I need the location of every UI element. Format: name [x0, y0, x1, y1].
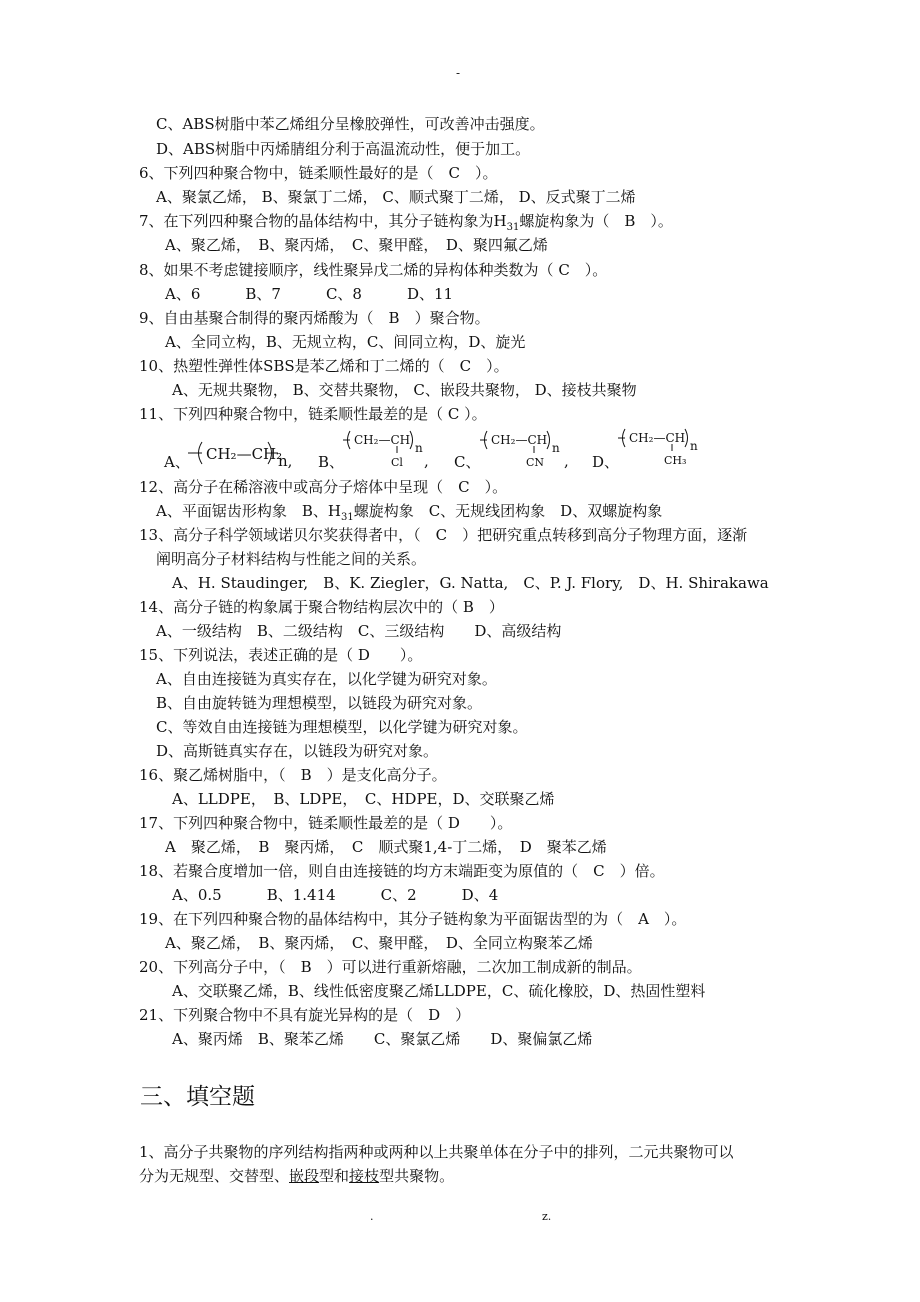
options-19: A、聚乙烯， B、聚丙烯， C、聚甲醛， D、全同立构聚苯乙烯 — [165, 934, 593, 952]
question-11: 11、下列四种聚合物中，链柔顺性最差的是（ C ）。 — [139, 405, 487, 423]
options-21: A、聚丙烯 B、聚苯乙烯 C、聚氯乙烯 D、聚偏氯乙烯 — [172, 1030, 593, 1048]
formula-d-n: n — [690, 439, 698, 453]
question-21: 21、下列聚合物中不具有旋光异构的是（ D ） — [139, 1006, 471, 1024]
question-14: 14、高分子链的构象属于聚合物结构层次中的（ B ） — [139, 598, 504, 616]
fill-blank-prefix: 分为无规型、交替型、 — [139, 1167, 290, 1185]
formula-d-label: D、 — [592, 453, 620, 471]
formula-b-bracket-close — [410, 431, 413, 449]
question-19: 19、在下列四种聚合物的晶体结构中，其分子链构象为平面锯齿型的为（ A ）。 — [139, 910, 687, 928]
options-6: A、聚氯乙烯， B、聚氯丁二烯， C、顺式聚丁二烯， D、反式聚丁二烯 — [156, 188, 636, 206]
option-15-d: D、高斯链真实存在，以链段为研究对象。 — [156, 742, 439, 760]
options-14: A、一级结构 B、二级结构 C、三级结构 D、高级结构 — [156, 622, 562, 640]
text-line: C、ABS树脂中苯乙烯组分呈橡胶弹性，可改善冲击强度。 — [156, 115, 545, 133]
options-17: A 聚乙烯， B 聚丙烯， C 顺式聚1,4-丁二烯， D 聚苯乙烯 — [165, 838, 607, 856]
question-8: 8、如果不考虑键接顺序，线性聚异戊二烯的异构体种类数为（ C ）。 — [139, 261, 608, 279]
formula-c-label: C、 — [454, 453, 481, 471]
fill-blank-line-1: 1、高分子共聚物的序列结构指两种或两种以上共聚单体在分子中的排列，二元共聚物可以 — [139, 1143, 734, 1161]
header-mark: - — [456, 66, 461, 80]
question-6: 6、下列四种聚合物中，链柔顺性最好的是（ C ）。 — [139, 164, 498, 182]
question-7-text-a: 7、在下列四种聚合物的晶体结构中，其分子链构象为H — [139, 212, 507, 230]
formula-b-chain: CH₂—CH — [354, 433, 411, 447]
question-7 — [139, 211, 673, 231]
section-title: 三、填空题 — [140, 1084, 255, 1110]
fill-blank-mid: 型和 — [319, 1167, 350, 1185]
formula-d-bracket-close — [685, 429, 688, 447]
options-7: A、聚乙烯， B、聚丙烯， C、聚甲醛， D、聚四氟乙烯 — [165, 236, 548, 254]
options-9: A、全同立构，B、无规立构，C、间同立构，D、旋光 — [165, 333, 526, 351]
question-17: 17、下列四种聚合物中，链柔顺性最差的是（ D ）。 — [139, 814, 513, 832]
question-7-subscript: 31 — [506, 222, 520, 233]
formula-a-n: n, — [278, 452, 293, 470]
formula-c-n: n — [552, 441, 560, 455]
question-15: 15、下列说法，表述正确的是（ D ）。 — [139, 646, 423, 664]
formula-b-comma: , — [424, 452, 429, 470]
options-16: A、LLDPE， B、LDPE， C、HDPE，D、交联聚乙烯 — [172, 790, 555, 808]
options-12-text-b: 螺旋构象 C、无规线团构象 D、双螺旋构象 — [353, 502, 663, 520]
formula-c-comma: , — [564, 452, 569, 470]
question-9: 9、自由基聚合制得的聚丙烯酸为（ B ）聚合物。 — [139, 309, 490, 327]
options-18: A、0.5 B、1.414 C、2 D、4 — [172, 886, 499, 904]
formula-c-chain: CH₂—CH — [491, 433, 548, 447]
options-20: A、交联聚乙烯，B、线性低密度聚乙烯LLDPE，C、硫化橡胶，D、热固性塑料 — [172, 982, 706, 1000]
fill-blank-line-2 — [139, 1166, 454, 1186]
question-12: 12、高分子在稀溶液中或高分子熔体中呈现（ C ）。 — [139, 478, 508, 496]
options-13: A、H. Staudinger, B、K. Ziegler，G. Natta, C、P. J. Flory, D、H. Shirakawa — [172, 574, 769, 592]
question-10: 10、热塑性弹性体SBS是苯乙烯和丁二烯的（ C ）。 — [139, 357, 509, 375]
options-12-subscript: 31 — [340, 512, 354, 523]
question-7-text-b: 螺旋构象为（ B ）。 — [519, 212, 673, 230]
formula-d-sub: CH₃ — [664, 454, 687, 467]
fill-blank-suffix: 型共聚物。 — [379, 1167, 455, 1185]
question-16: 16、聚乙烯树脂中，（ B ）是支化高分子。 — [139, 766, 447, 784]
question-13-cont: 阐明高分子材料结构与性能之间的关系。 — [156, 550, 427, 568]
text-line: D、ABS树脂中丙烯腈组分利于高温流动性，便于加工。 — [156, 140, 531, 158]
formula-row — [150, 422, 770, 474]
option-15-c: C、等效自由连接链为理想模型，以化学键为研究对象。 — [156, 718, 528, 736]
formula-d-chain: CH₂—CH — [629, 431, 686, 445]
formula-b-n: n — [415, 441, 423, 455]
question-18: 18、若聚合度增加一倍，则自由连接链的均方末端距变为原值的（ C ）倍。 — [139, 862, 665, 880]
option-15-b: B、自由旋转链为理想模型，以链段为研究对象。 — [156, 694, 483, 712]
options-12 — [156, 501, 662, 521]
formula-b-sub: Cl — [391, 456, 403, 469]
formula-a-formula: CH₂—CH₂ — [206, 445, 283, 463]
formula-c-sub: CN — [526, 456, 545, 469]
formula-c-bracket-close — [547, 431, 550, 449]
option-15-a: A、自由连接链为真实存在，以化学键为研究对象。 — [156, 670, 497, 688]
formula-a-label: A、 — [164, 453, 190, 471]
options-10: A、无规共聚物， B、交替共聚物， C、嵌段共聚物， D、接枝共聚物 — [172, 381, 637, 399]
blank-answer-1: 嵌段 — [289, 1167, 320, 1185]
options-8: A、6 B、7 C、8 D、11 — [165, 285, 454, 303]
footer-right-mark: z. — [542, 1210, 552, 1223]
options-12-text-a: A、平面锯齿形构象 B、H — [156, 502, 341, 520]
formula-b-label: B、 — [318, 453, 345, 471]
question-20: 20、下列高分子中，（ B ）可以进行重新熔融，二次加工制成新的制品。 — [139, 958, 642, 976]
blank-answer-2: 接枝 — [349, 1167, 380, 1185]
question-13: 13、高分子科学领域诺贝尔奖获得者中，（ C ）把研究重点转移到高分子物理方面，逐渐 — [139, 526, 748, 544]
footer-left-mark: . — [370, 1210, 374, 1223]
